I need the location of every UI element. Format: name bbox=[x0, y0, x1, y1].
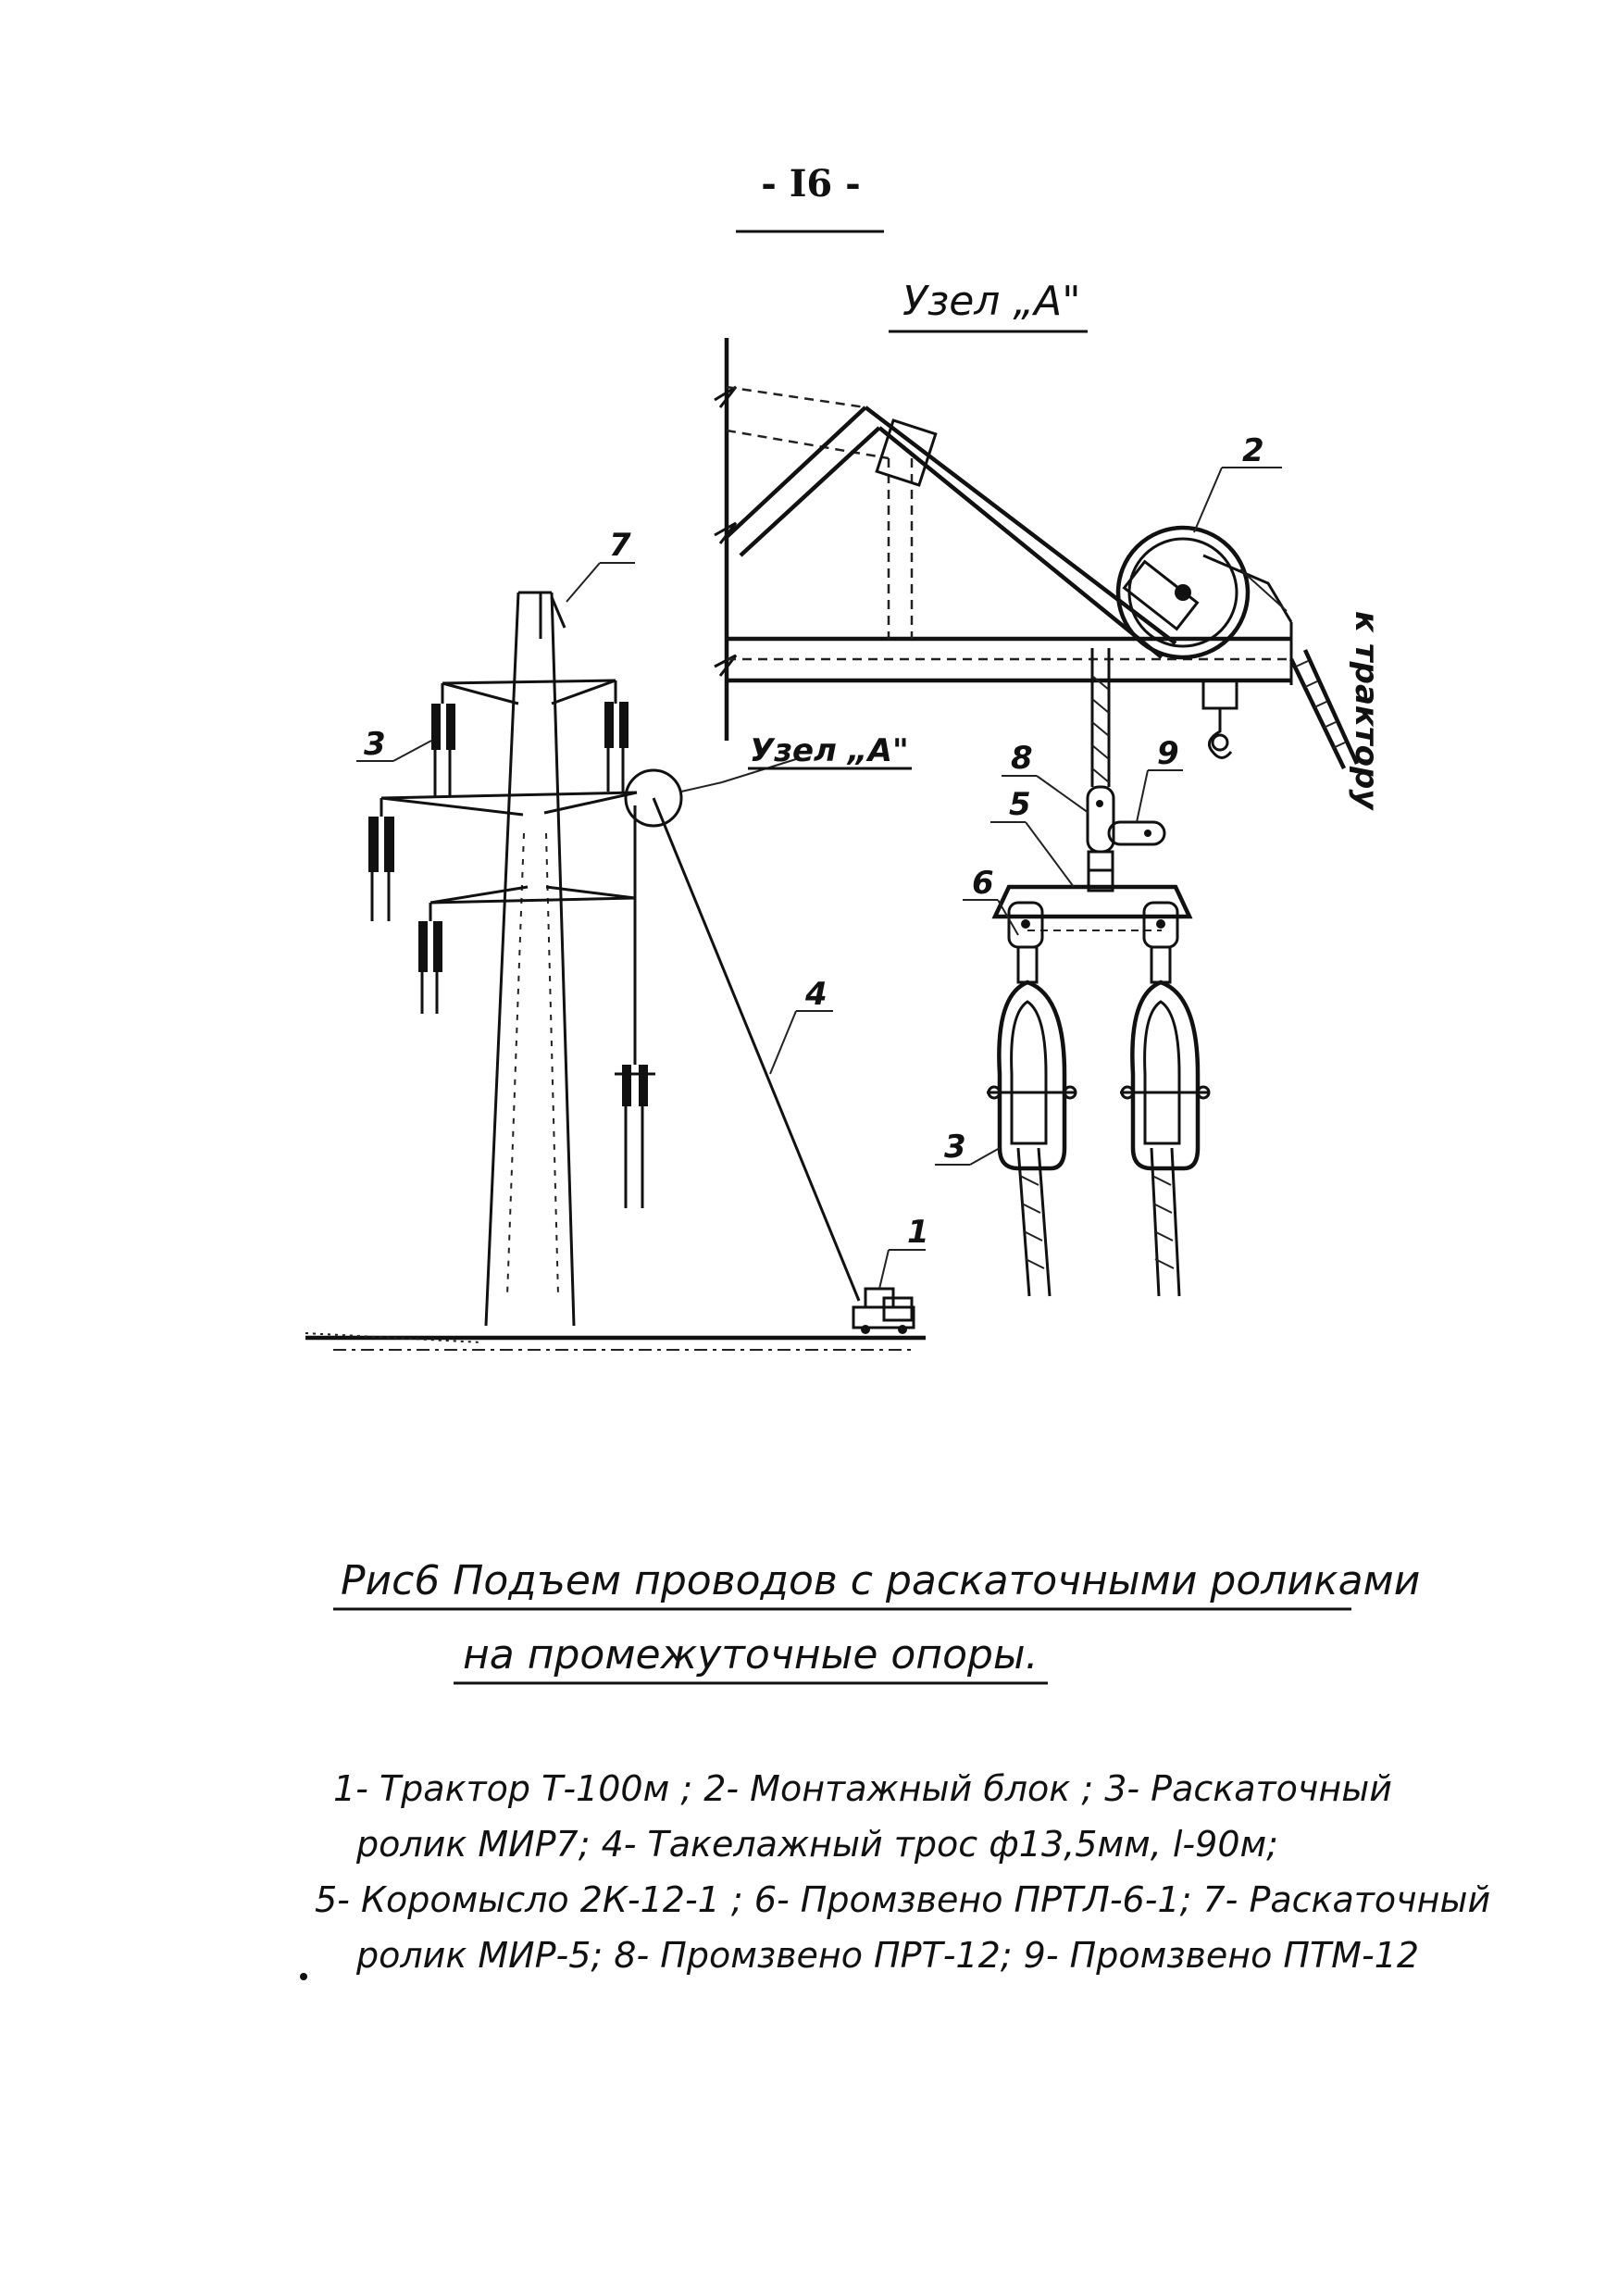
stray-dot bbox=[300, 1973, 307, 1980]
callout-7 bbox=[566, 527, 635, 602]
roller-right bbox=[1132, 982, 1198, 1168]
callout-1 bbox=[879, 1214, 929, 1289]
rigging-rope bbox=[653, 798, 859, 1301]
legend-line-3: 5- Коромысло 2К-12-1 ; 6- Промзвено ПРТЛ-6-1; 7- Раскаточный bbox=[315, 1879, 1491, 1920]
legend-line-2: ролик МИР7; 4- Такелажный трос ф13,5мм, l-90м; bbox=[356, 1824, 1278, 1865]
caption-line-2: на промежуточные опоры. bbox=[463, 1631, 1039, 1678]
svg-text:9: 9 bbox=[1157, 735, 1179, 772]
callout-9 bbox=[1137, 735, 1183, 822]
page-number: - I6 - bbox=[761, 162, 861, 206]
svg-text:5: 5 bbox=[1009, 786, 1031, 823]
callout-2 bbox=[1194, 432, 1282, 532]
ground-line bbox=[305, 1333, 926, 1350]
detail-a-label: Узел „А" bbox=[750, 732, 909, 769]
callout-5 bbox=[990, 786, 1074, 887]
svg-text:7: 7 bbox=[609, 527, 631, 564]
svg-text:4: 4 bbox=[805, 976, 828, 1013]
insulator-string-upper-right bbox=[604, 680, 629, 792]
insulator-string-hanging-right bbox=[615, 805, 655, 1208]
detail-a-drawing bbox=[715, 338, 1357, 1296]
roller-left bbox=[999, 982, 1064, 1168]
svg-text:8: 8 bbox=[1011, 740, 1033, 777]
rope-to-tractor-note: к трактору bbox=[1348, 611, 1385, 810]
callout-4 bbox=[770, 976, 833, 1074]
svg-text:2: 2 bbox=[1242, 432, 1264, 469]
detail-title: Узел „А" bbox=[902, 278, 1081, 325]
svg-text:3: 3 bbox=[364, 726, 386, 763]
svg-text:3: 3 bbox=[944, 1129, 966, 1166]
legend-line-4: ролик МИР-5; 8- Промзвено ПРТ-12; 9- Промзвено ПТМ-12 bbox=[356, 1935, 1420, 1976]
insulator-string-upper-left bbox=[431, 683, 455, 796]
insulator-string-lower-left bbox=[418, 903, 442, 1014]
svg-text:1: 1 bbox=[907, 1214, 929, 1251]
svg-text:6: 6 bbox=[972, 865, 994, 902]
legend-line-1: 1- Трактор Т-100м ; 2- Монтажный блок ; 3- Раскаточный bbox=[333, 1768, 1392, 1809]
caption-line-1: Рис6 Подъем проводов с раскаточными роликами bbox=[341, 1557, 1421, 1604]
callout-3-detail bbox=[935, 1129, 1000, 1166]
insulator-string-middle-left bbox=[368, 798, 394, 921]
callout-3-tower bbox=[356, 726, 431, 763]
tractor bbox=[853, 1289, 914, 1334]
